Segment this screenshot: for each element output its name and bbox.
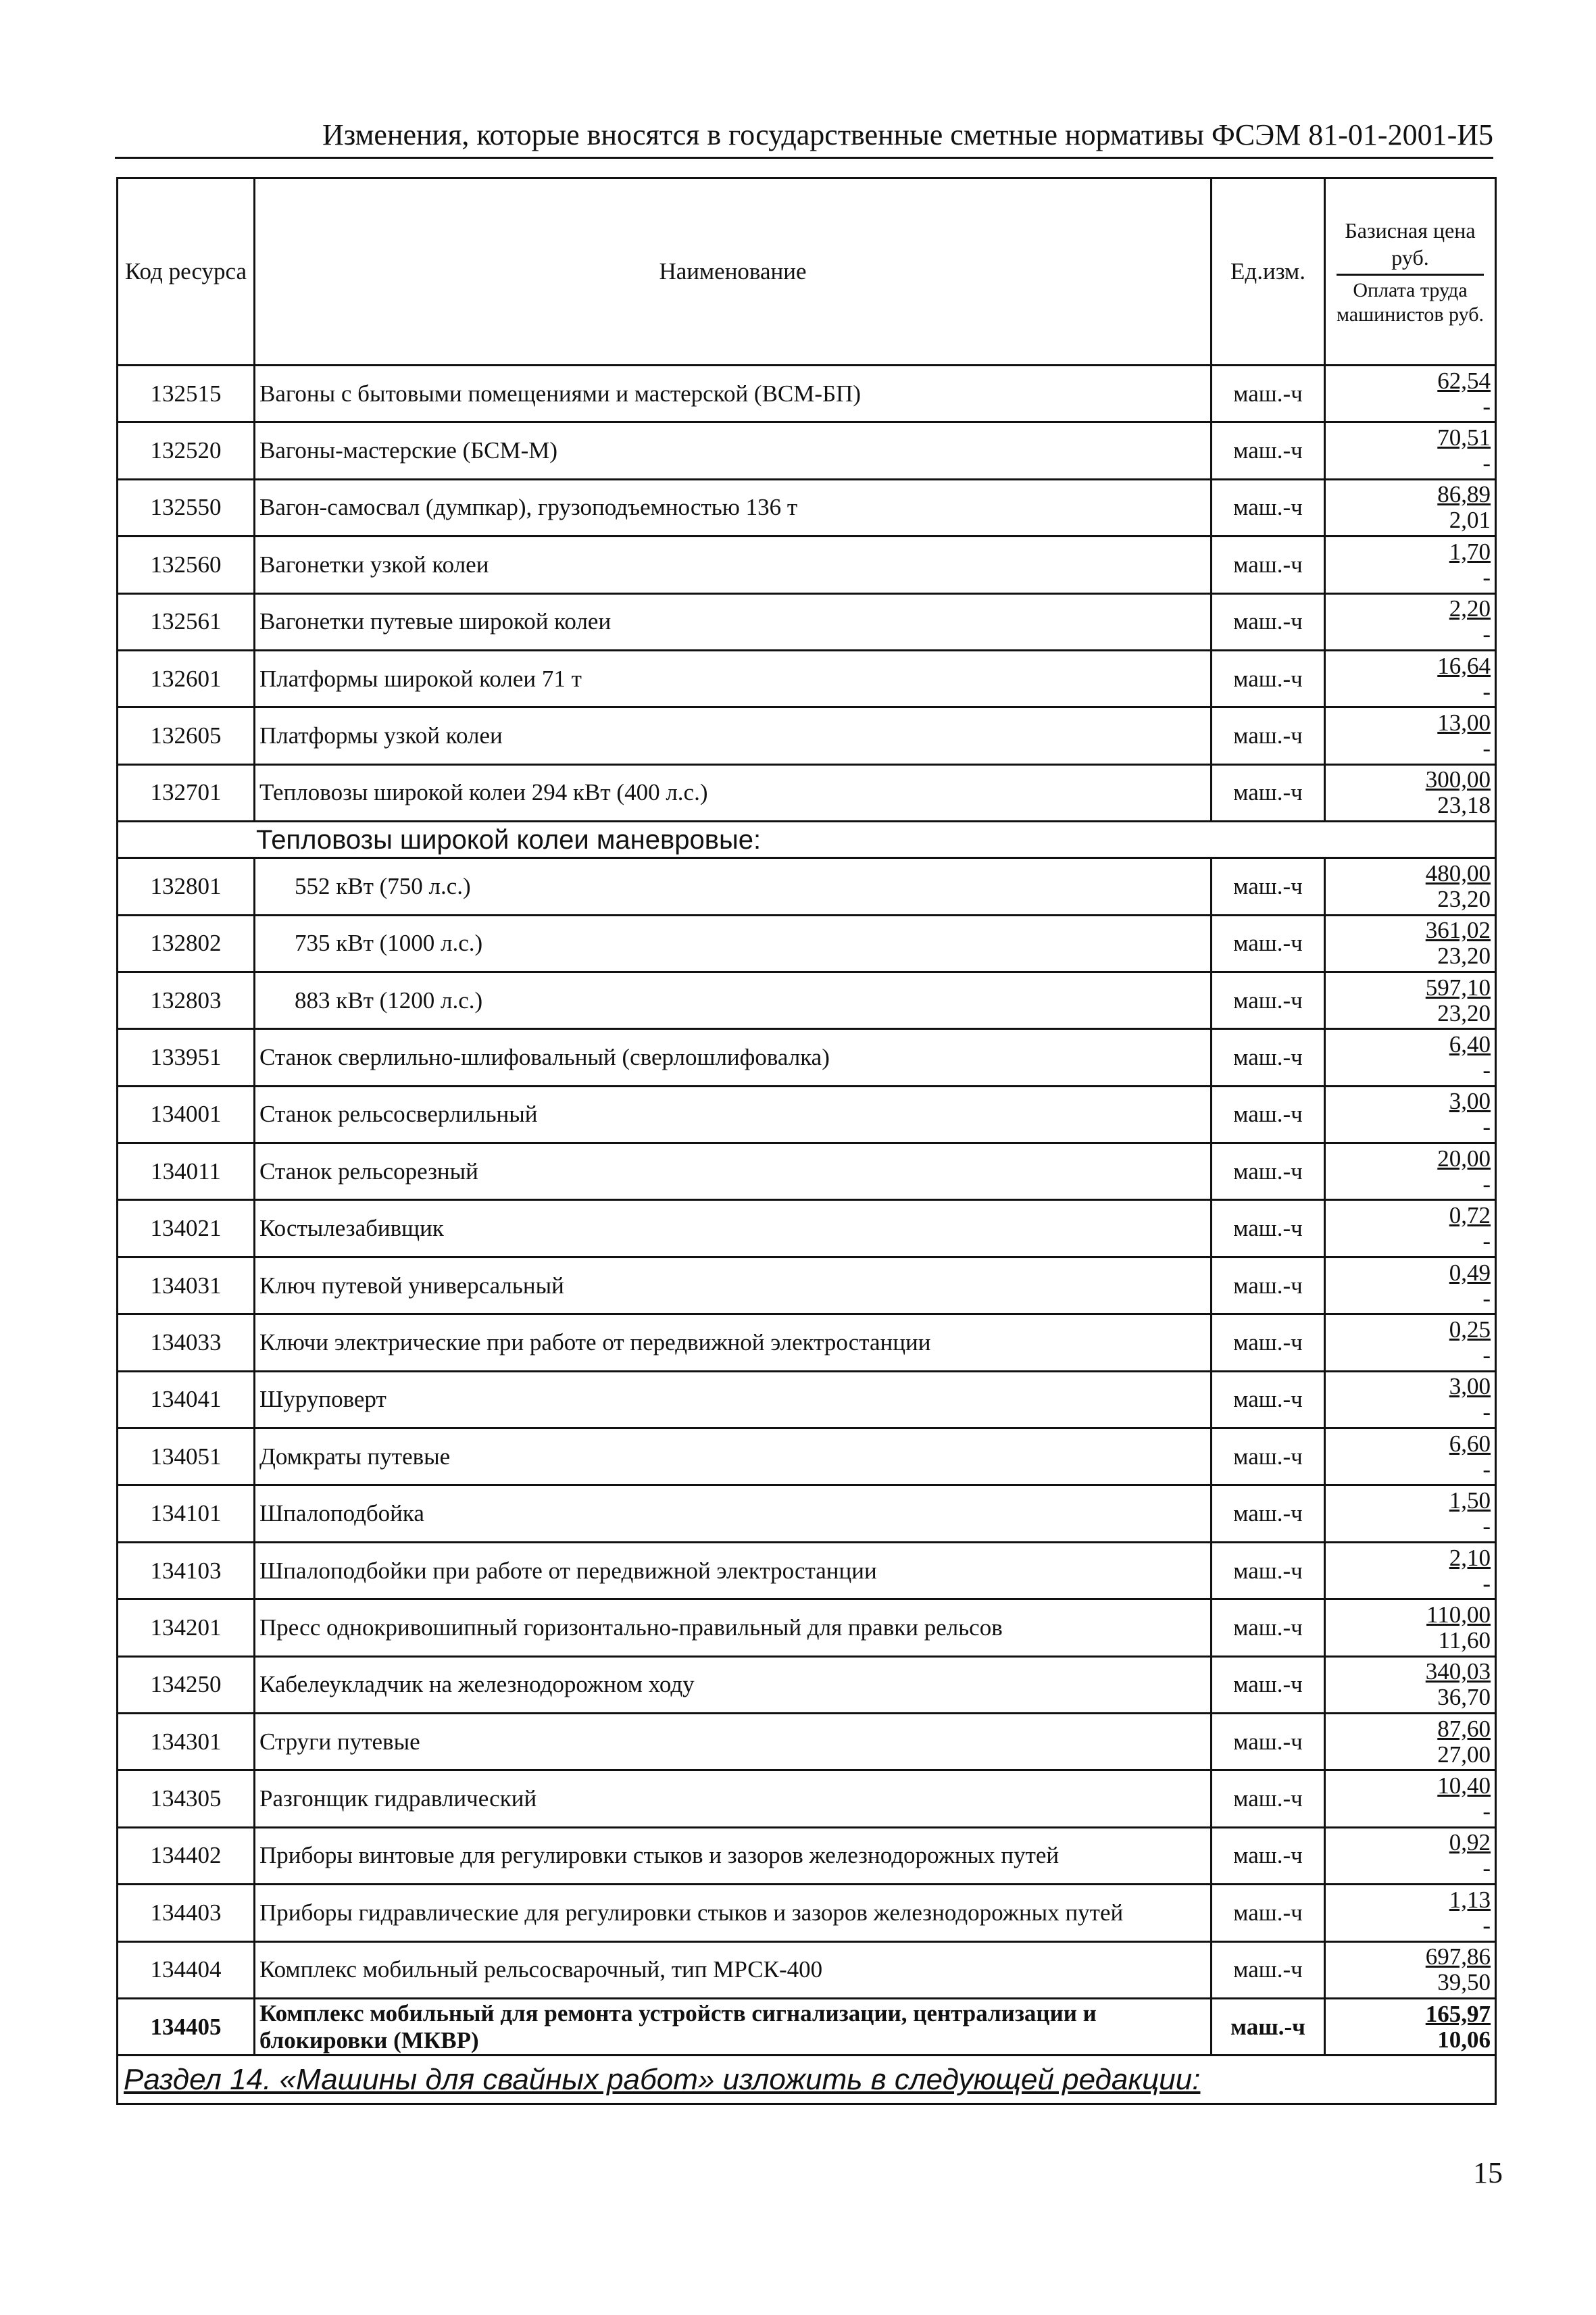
resource-unit: маш.-ч [1212, 1770, 1325, 1827]
page-header: Изменения, которые вносятся в государственные сметные нормативы ФСЭМ 81-01-2001-И5 [115, 114, 1493, 159]
base-price: 6,40 [1449, 1030, 1491, 1057]
wage-price: - [1482, 1455, 1491, 1483]
wage-price: - [1482, 393, 1491, 420]
resource-price [1325, 707, 1496, 764]
resource-price [1325, 764, 1496, 821]
resource-price [1325, 1656, 1496, 1713]
section-note: Раздел 14. «Машины для свайных работ» изложить в следующей редакции: [118, 2056, 1496, 2104]
resource-unit: маш.-ч [1212, 1257, 1325, 1314]
table-row [118, 1200, 1496, 1257]
resource-name: Ключ путевой универсальный [255, 1257, 1212, 1314]
resource-code: 134031 [118, 1257, 255, 1314]
table-row [118, 707, 1496, 764]
resource-name: 883 кВт (1200 л.с.) [255, 972, 1212, 1028]
resource-name: Разгонщик гидравлический [255, 1770, 1212, 1827]
table-row [118, 366, 1496, 422]
resource-unit: маш.-ч [1212, 422, 1325, 479]
resource-unit: маш.-ч [1212, 1656, 1325, 1713]
base-price: 597,10 [1425, 974, 1491, 1001]
resource-code: 134051 [118, 1428, 255, 1485]
resource-unit: маш.-ч [1212, 593, 1325, 650]
base-price: 70,51 [1437, 424, 1491, 451]
resource-price [1325, 1257, 1496, 1314]
resource-code: 132515 [118, 366, 255, 422]
resource-price [1325, 1371, 1496, 1428]
resource-unit: маш.-ч [1212, 858, 1325, 915]
resource-code: 134011 [118, 1143, 255, 1200]
wage-price: - [1482, 621, 1491, 648]
wage-price: 10,06 [1437, 2026, 1491, 2053]
resource-price [1325, 650, 1496, 707]
table-row [118, 1485, 1496, 1542]
resource-name: 735 кВт (1000 л.с.) [255, 915, 1212, 972]
table-row [118, 858, 1496, 915]
base-price: 0,49 [1449, 1259, 1491, 1286]
resource-name: Приборы винтовые для регулировки стыков и зазоров железнодорожных путей [255, 1827, 1212, 1884]
wage-price: - [1482, 1399, 1491, 1426]
wage-price: - [1482, 1570, 1491, 1597]
resource-name: Шпалоподбойки при работе от передвижной электростанции [255, 1542, 1212, 1599]
base-price: 361,02 [1425, 917, 1491, 944]
resource-name: Домкраты путевые [255, 1428, 1212, 1485]
resource-code: 134033 [118, 1314, 255, 1371]
wage-price: 23,20 [1437, 943, 1491, 970]
wage-price: - [1482, 1228, 1491, 1255]
resource-code: 132601 [118, 650, 255, 707]
resource-name: Платформы широкой колеи 71 т [255, 650, 1212, 707]
resource-name: Струги путевые [255, 1713, 1212, 1770]
resource-unit: маш.-ч [1212, 537, 1325, 593]
resource-unit: маш.-ч [1212, 366, 1325, 422]
table-header-row [118, 178, 1496, 366]
resource-price [1325, 1428, 1496, 1485]
base-price: 86,89 [1437, 481, 1491, 508]
resource-code: 134201 [118, 1599, 255, 1656]
table-row [118, 972, 1496, 1028]
resource-unit: маш.-ч [1212, 1485, 1325, 1542]
resource-price [1325, 422, 1496, 479]
resource-code: 134001 [118, 1086, 255, 1143]
wage-price: - [1482, 1056, 1491, 1083]
column-header-base-price: Базисная цена руб. [1345, 218, 1476, 270]
resource-code: 132801 [118, 858, 255, 915]
resource-unit: маш.-ч [1212, 1827, 1325, 1884]
resource-code: 134403 [118, 1885, 255, 1941]
resource-code: 134402 [118, 1827, 255, 1884]
resource-price [1325, 1770, 1496, 1827]
resource-name: Станок рельсосверлильный [255, 1086, 1212, 1143]
base-price: 3,00 [1449, 1088, 1491, 1115]
resource-unit: маш.-ч [1212, 707, 1325, 764]
wage-price: - [1482, 1855, 1491, 1882]
resource-price [1325, 366, 1496, 422]
resource-price [1325, 1542, 1496, 1599]
resource-code: 134101 [118, 1485, 255, 1542]
table-row [118, 1086, 1496, 1143]
resource-name: 552 кВт (750 л.с.) [255, 858, 1212, 915]
resource-name: Платформы узкой колеи [255, 707, 1212, 764]
resource-unit: маш.-ч [1212, 1599, 1325, 1656]
wage-price: 36,70 [1437, 1684, 1491, 1711]
resource-unit: маш.-ч [1212, 1428, 1325, 1485]
resource-price [1325, 1029, 1496, 1086]
base-price: 340,03 [1425, 1658, 1491, 1685]
base-price: 110,00 [1426, 1601, 1491, 1628]
wage-price: - [1482, 1798, 1491, 1825]
resource-code: 133951 [118, 1029, 255, 1086]
resource-price [1325, 1599, 1496, 1656]
resource-price [1325, 858, 1496, 915]
resource-name: Приборы гидравлические для регулировки стыков и зазоров железнодорожных путей [255, 1885, 1212, 1941]
resource-code: 134405 [118, 1998, 255, 2055]
table-row [118, 764, 1496, 821]
base-price: 2,20 [1449, 595, 1491, 622]
wage-price: - [1482, 735, 1491, 762]
resource-name: Ключи электрические при работе от передвижной электростанции [255, 1314, 1212, 1371]
column-header-wage: Оплата труда машинистов руб. [1336, 278, 1485, 326]
resource-name: Костылезабивщик [255, 1200, 1212, 1257]
resource-code: 132550 [118, 479, 255, 536]
table-row [118, 1599, 1496, 1656]
resource-unit: маш.-ч [1212, 915, 1325, 972]
resource-name: Комплекс мобильный рельсосварочный, тип МРСК-400 [255, 1941, 1212, 1998]
resource-code: 132520 [118, 422, 255, 479]
resource-name: Шпалоподбойка [255, 1485, 1212, 1542]
wage-price: - [1482, 1285, 1491, 1312]
resource-price [1325, 972, 1496, 1028]
resource-unit: маш.-ч [1212, 764, 1325, 821]
resource-code: 134041 [118, 1371, 255, 1428]
table-row [118, 1656, 1496, 1713]
resource-code: 132802 [118, 915, 255, 972]
group-heading: Тепловозы широкой колеи маневровые: [118, 822, 1496, 858]
table-row [118, 1827, 1496, 1884]
wage-price: 2,01 [1449, 507, 1491, 534]
base-price: 87,60 [1437, 1715, 1491, 1742]
resource-name: Станок рельсорезный [255, 1143, 1212, 1200]
resource-unit: маш.-ч [1212, 1200, 1325, 1257]
resource-unit: маш.-ч [1212, 650, 1325, 707]
table-row [118, 1029, 1496, 1086]
table-row [118, 479, 1496, 536]
base-price: 0,25 [1449, 1316, 1491, 1343]
table-row [118, 1713, 1496, 1770]
resource-price [1325, 1713, 1496, 1770]
group-heading-row [118, 822, 1496, 858]
base-price: 165,97 [1425, 2000, 1491, 2027]
wage-price: - [1482, 1341, 1491, 1368]
resource-name: Пресс однокривошипный горизонтально-правильный для правки рельсов [255, 1599, 1212, 1656]
resource-code: 134103 [118, 1542, 255, 1599]
resource-price [1325, 1485, 1496, 1542]
table-row [118, 1257, 1496, 1314]
resource-code: 132561 [118, 593, 255, 650]
resource-unit: маш.-ч [1212, 479, 1325, 536]
resource-price [1325, 593, 1496, 650]
wage-price: 11,60 [1438, 1626, 1491, 1653]
section-note-row [118, 2056, 1496, 2104]
resource-price [1325, 1143, 1496, 1200]
base-price: 1,13 [1449, 1886, 1491, 1913]
resource-code: 134021 [118, 1200, 255, 1257]
resource-name: Станок сверлильно-шлифовальный (сверлошлифовалка) [255, 1029, 1212, 1086]
wage-price: - [1482, 1513, 1491, 1540]
table-row [118, 1941, 1496, 1998]
resource-code: 132701 [118, 764, 255, 821]
wage-price: 39,50 [1437, 1969, 1491, 1996]
resource-name: Вагон-самосвал (думпкар), грузоподъемностью 136 т [255, 479, 1212, 536]
wage-price: - [1482, 678, 1491, 705]
wage-price: 23,20 [1437, 885, 1491, 912]
base-price: 16,64 [1437, 652, 1491, 679]
wage-price: - [1482, 450, 1491, 477]
table-row [118, 1542, 1496, 1599]
resource-price [1325, 537, 1496, 593]
base-price: 697,86 [1425, 1943, 1491, 1970]
table-row [118, 1998, 1496, 2055]
table-row [118, 1885, 1496, 1941]
resource-code: 132803 [118, 972, 255, 1028]
table-row [118, 1770, 1496, 1827]
wage-price: - [1482, 1114, 1491, 1141]
column-header-unit: Ед.изм. [1212, 178, 1325, 366]
wage-price: - [1482, 564, 1491, 591]
table-row [118, 422, 1496, 479]
header-divider [1337, 274, 1484, 276]
column-header-code: Код ресурса [118, 178, 255, 366]
resource-unit: маш.-ч [1212, 972, 1325, 1028]
resource-table [116, 177, 1497, 2105]
resource-name: Шуруповерт [255, 1371, 1212, 1428]
resource-name: Вагоны с бытовыми помещениями и мастерской (ВСМ-БП) [255, 366, 1212, 422]
resource-price [1325, 1941, 1496, 1998]
resource-price [1325, 1200, 1496, 1257]
table-row [118, 537, 1496, 593]
resource-name: Кабелеукладчик на железнодорожном ходу [255, 1656, 1212, 1713]
table-row [118, 1371, 1496, 1428]
resource-unit: маш.-ч [1212, 1998, 1325, 2055]
resource-code: 134305 [118, 1770, 255, 1827]
resource-name: Вагонетки путевые широкой колеи [255, 593, 1212, 650]
column-header-price [1325, 178, 1496, 366]
resource-price [1325, 479, 1496, 536]
base-price: 0,72 [1449, 1202, 1491, 1229]
resource-code: 132605 [118, 707, 255, 764]
resource-unit: маш.-ч [1212, 1029, 1325, 1086]
resource-name: Тепловозы широкой колеи 294 кВт (400 л.с.) [255, 764, 1212, 821]
resource-price [1325, 1827, 1496, 1884]
resource-unit: маш.-ч [1212, 1143, 1325, 1200]
resource-unit: маш.-ч [1212, 1713, 1325, 1770]
column-header-name: Наименование [255, 178, 1212, 366]
base-price: 6,60 [1449, 1430, 1491, 1457]
base-price: 10,40 [1437, 1772, 1491, 1799]
resource-price [1325, 1998, 1496, 2055]
resource-price [1325, 1086, 1496, 1143]
base-price: 1,50 [1449, 1487, 1491, 1514]
resource-unit: маш.-ч [1212, 1885, 1325, 1941]
resource-code: 132560 [118, 537, 255, 593]
table-row [118, 593, 1496, 650]
table-row [118, 1143, 1496, 1200]
resource-code: 134404 [118, 1941, 255, 1998]
table-row [118, 650, 1496, 707]
base-price: 13,00 [1437, 710, 1491, 737]
resource-table-wrap [116, 177, 1495, 2105]
wage-price: 23,20 [1437, 999, 1491, 1026]
resource-unit: маш.-ч [1212, 1371, 1325, 1428]
base-price: 62,54 [1437, 367, 1491, 394]
resource-unit: маш.-ч [1212, 1314, 1325, 1371]
wage-price: - [1482, 1170, 1491, 1197]
table-row [118, 1314, 1496, 1371]
table-row [118, 915, 1496, 972]
base-price: 1,70 [1449, 538, 1491, 565]
wage-price: 27,00 [1437, 1741, 1491, 1768]
base-price: 3,00 [1449, 1373, 1491, 1400]
base-price: 0,92 [1449, 1829, 1491, 1856]
page-number: 15 [1473, 2156, 1503, 2189]
resource-price [1325, 1314, 1496, 1371]
wage-price: - [1482, 1912, 1491, 1939]
resource-code: 134301 [118, 1713, 255, 1770]
resource-unit: маш.-ч [1212, 1086, 1325, 1143]
base-price: 2,10 [1449, 1544, 1491, 1571]
base-price: 300,00 [1425, 766, 1491, 793]
resource-name: Вагоны-мастерские (БСМ-М) [255, 422, 1212, 479]
resource-unit: маш.-ч [1212, 1941, 1325, 1998]
resource-unit: маш.-ч [1212, 1542, 1325, 1599]
wage-price: 23,18 [1437, 792, 1491, 819]
base-price: 20,00 [1437, 1145, 1491, 1172]
resource-name: Комплекс мобильный для ремонта устройств сигнализации, централизации и блокировки (МКВР) [255, 1998, 1212, 2055]
resource-price [1325, 915, 1496, 972]
resource-name: Вагонетки узкой колеи [255, 537, 1212, 593]
resource-code: 134250 [118, 1656, 255, 1713]
table-row [118, 1428, 1496, 1485]
base-price: 480,00 [1425, 860, 1491, 887]
resource-price [1325, 1885, 1496, 1941]
